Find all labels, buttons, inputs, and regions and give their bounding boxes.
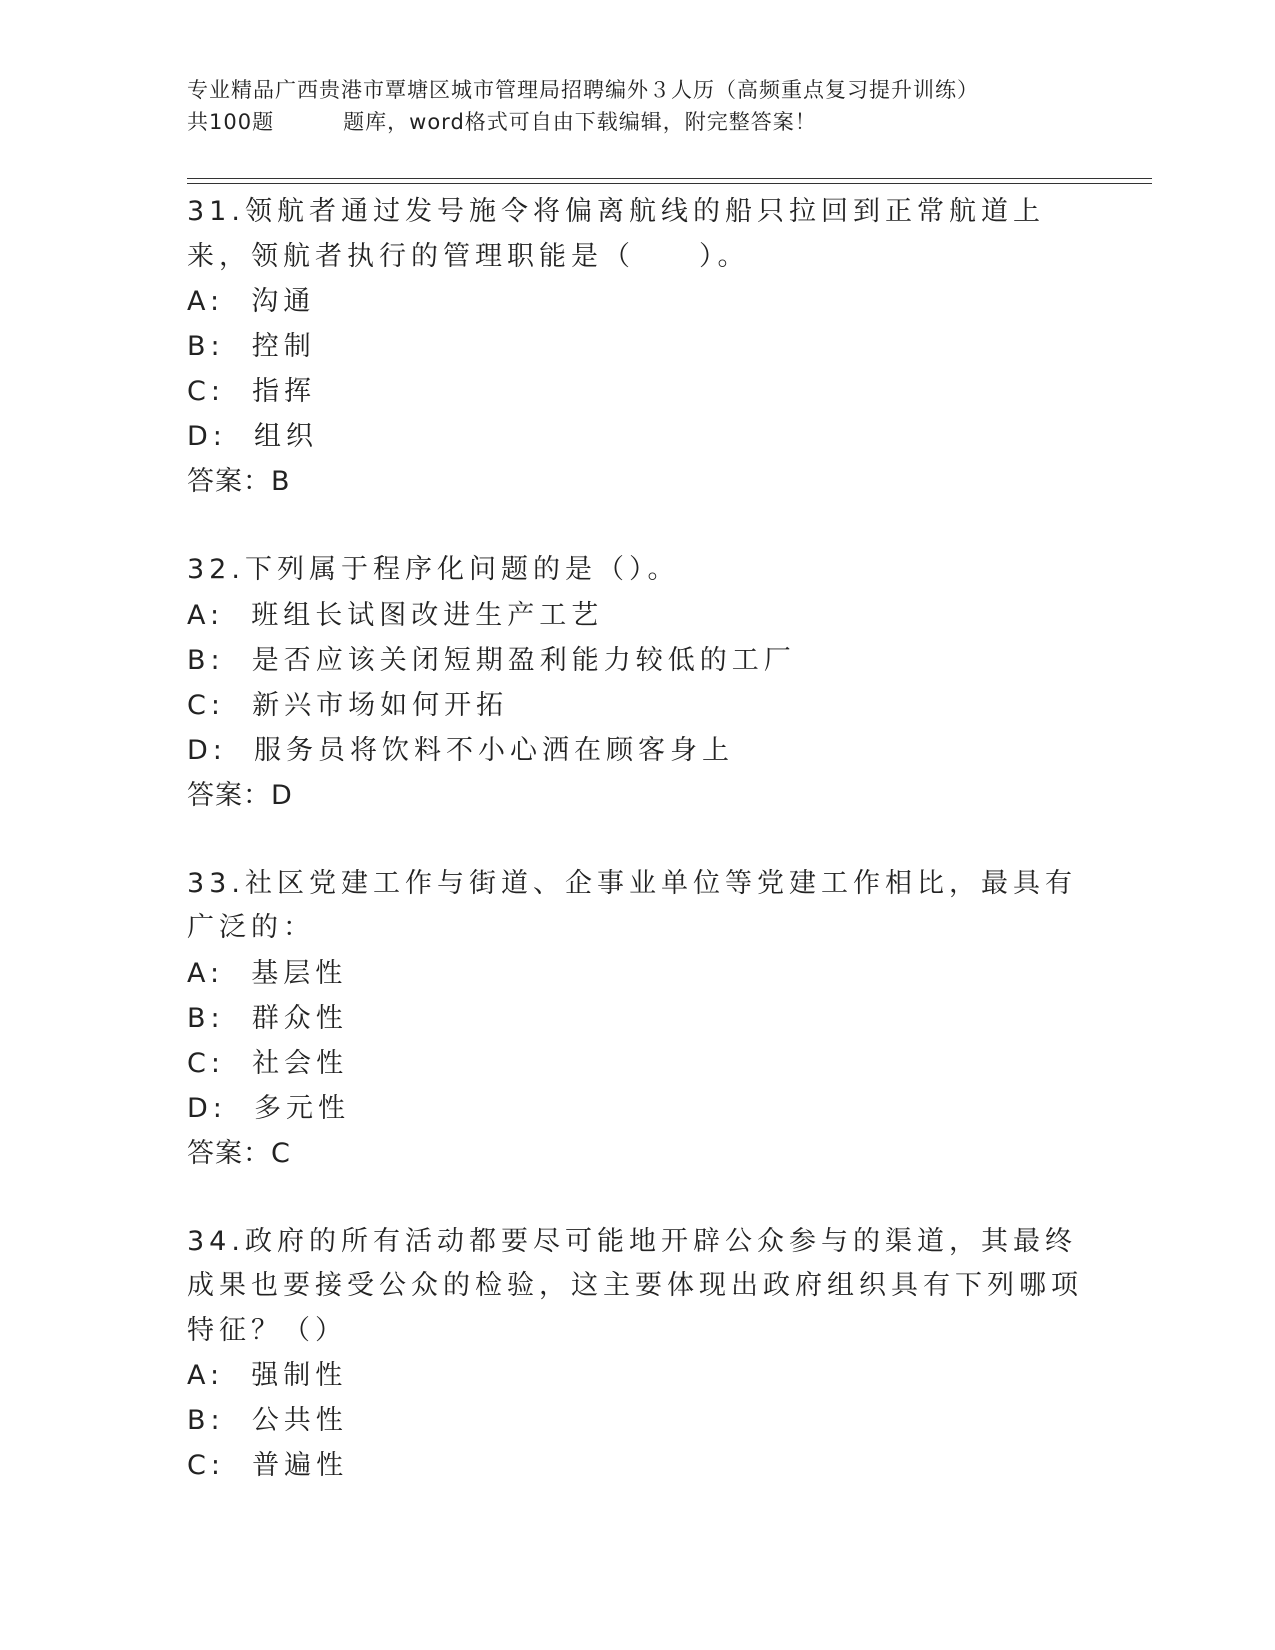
question-stem: 34.政府的所有活动都要尽可能地开辟公众参与的渠道，其最终成果也要接受公众的检验，这主要体现出政府组织具有下列哪项特征？（） [187, 1225, 1083, 1346]
option-a: A: 基层性 [187, 957, 348, 989]
question-32 [187, 548, 1087, 818]
header-divider-bottom [187, 183, 1152, 184]
answer-label: 答案：C [187, 1137, 291, 1169]
document-header [187, 74, 1087, 138]
option-c: C: 普遍性 [187, 1450, 349, 1481]
answer-label: 答案：B [187, 466, 291, 497]
question-list [187, 190, 1087, 1532]
question-stem: 33.社区党建工作与街道、企事业单位等党建工作相比，最具有广泛的： [187, 867, 1077, 943]
option-d: D: 多元性 [187, 1092, 351, 1124]
question-stem: 32.下列属于程序化问题的是（）。 [187, 554, 680, 585]
option-d: D: 组织 [187, 421, 319, 452]
option-c: C: 社会性 [187, 1047, 349, 1079]
option-b: B: 是否应该关闭短期盈利能力较低的工厂 [187, 644, 796, 676]
question-34 [187, 1220, 1087, 1489]
question-31 [187, 190, 1087, 504]
option-b: B: 公共性 [187, 1405, 348, 1436]
option-c: C: 新兴市场如何开拓 [187, 689, 509, 721]
option-b: B: 群众性 [187, 1002, 348, 1034]
question-33 [187, 862, 1087, 1176]
option-b: B: 控制 [187, 331, 316, 362]
answer-label: 答案：D [187, 779, 293, 811]
option-d: D: 服务员将饮料不小心洒在顾客身上 [187, 734, 735, 766]
header-title-line1: 专业精品广西贵港市覃塘区城市管理局招聘编外３人历（高频重点复习提升训练） [187, 78, 979, 102]
option-a: A: 班组长试图改进生产工艺 [187, 599, 604, 631]
header-title-line2: 共100题 题库，word格式可自由下载编辑，附完整答案！ [187, 110, 817, 134]
question-stem: 31.领航者通过发号施令将偏离航线的船只拉回到正常航道上来，领航者执行的管理职能是（ ）。 [187, 196, 1045, 272]
header-divider-top [187, 178, 1152, 179]
option-a: A: 沟通 [187, 286, 316, 317]
option-c: C: 指挥 [187, 376, 317, 407]
option-a: A: 强制性 [187, 1360, 348, 1391]
